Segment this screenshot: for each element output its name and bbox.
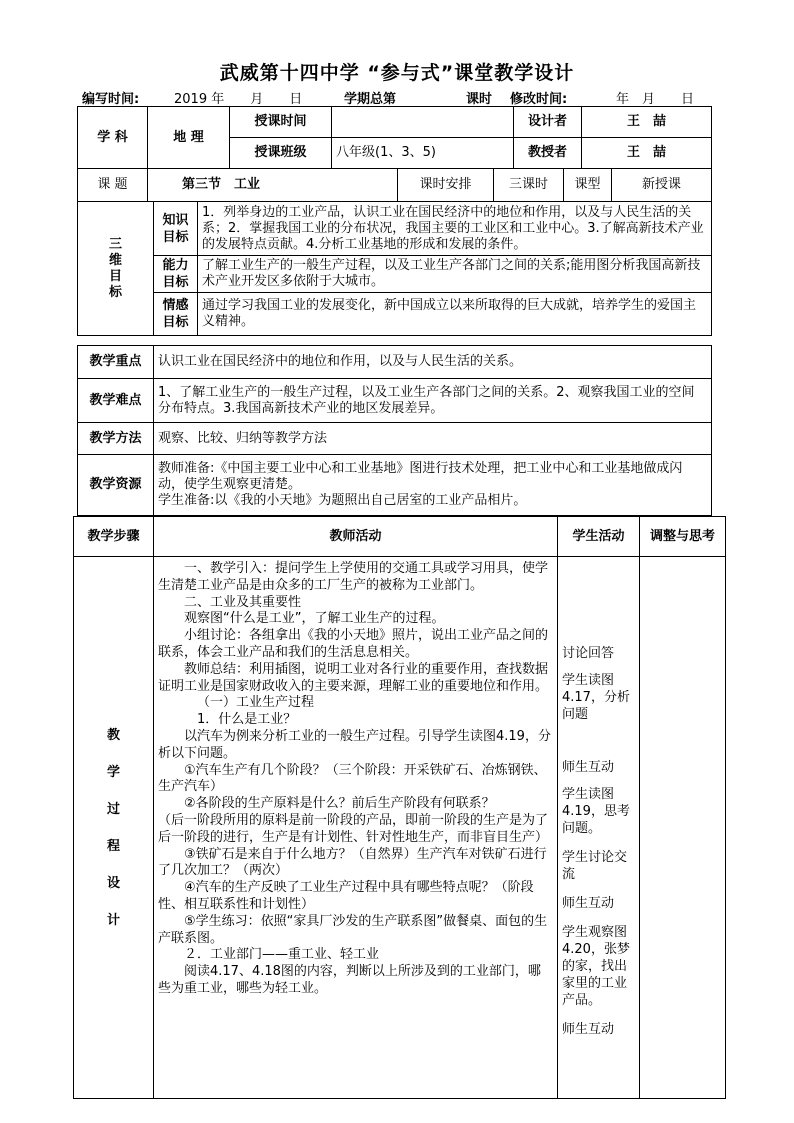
teacher-paragraph: 二、工业及其重要性 — [184, 594, 302, 610]
topic-table — [77, 168, 712, 202]
designer-value: 王 喆 — [582, 107, 712, 138]
student-item: 学生观察图 4.20，张梦的家，找出家里的工业产品。 — [562, 925, 630, 1008]
methods-text: 观察、比较、归纳等教学方法 — [154, 423, 712, 455]
steps-header: 教学步骤 — [74, 517, 154, 557]
student-item: 师生互动 — [562, 1022, 615, 1037]
teacher-paragraph: 一、教学引入：提问学生上学使用的交通工具或学习用具，使学生清楚工业产品是由众多的工厂生产的被称为工业部门。 — [158, 561, 549, 593]
resources-label: 教学资源 — [78, 455, 154, 516]
semester-label: 学期总第 — [344, 92, 397, 107]
reflect-header: 调整与思考 — [640, 517, 726, 557]
info-table — [77, 106, 712, 169]
write-time-value: 2019 年 月 日 — [174, 92, 303, 107]
page-title: 武威第十四中学 “参与式”课堂教学设计 — [219, 62, 575, 84]
write-time-label: 编写时间: — [82, 92, 140, 107]
teacher-paragraph: 1．什么是工业？ — [197, 712, 297, 728]
teacher-paragraph: 阅读4.17、4.18图的内容，判断以上所涉及到的工业部门，哪些为重工业，哪些为轻工业。 — [158, 964, 541, 996]
objectives-table — [77, 201, 712, 336]
modify-time-value: 年 月 日 — [616, 92, 695, 107]
emotion-text: 通过学习我国工业的发展变化，新中国成立以来所取得的巨大成就，培养学生的爱国主义精神。 — [198, 293, 712, 336]
teacher-paragraph: ④汽车的生产反映了工业生产过程中具有哪些特点呢？（阶段性、相互联系性和计划性） — [158, 880, 534, 912]
key-points-label: 教学重点 — [78, 346, 154, 379]
subject-value: 地 理 — [148, 107, 230, 169]
student-activity — [558, 557, 640, 1099]
teacher-paragraph: ②各阶段的生产原料是什么？前后生产阶段有何联系？ — [184, 796, 495, 812]
time-value — [332, 107, 514, 138]
emotion-label: 情感 目标 — [154, 293, 198, 336]
teacher-paragraph: ①汽车生产有几个阶段？（三个阶段：开采铁矿石、冶炼钢铁、生产汽车） — [158, 762, 547, 795]
difficulties-label: 教学难点 — [78, 379, 154, 423]
steps-table — [73, 516, 726, 1099]
teacher-paragraph: ⑤学生练习：依照“家具厂沙发的生产联系图”做餐桌、面包的生产联系图。 — [158, 913, 548, 946]
schedule-value: 三课时 — [494, 169, 564, 202]
instructor-label: 教授者 — [514, 138, 582, 169]
student-item: 学生读图4.17，分析问题 — [562, 673, 630, 722]
teacher-paragraph: 小组讨论：各组拿出《我的小天地》照片，说出工业产品之间的联系，体会工业产品和我们的生活息息相关。 — [158, 628, 549, 660]
header-line — [82, 86, 706, 107]
period-label: 课时 — [466, 92, 493, 107]
student-activity-header: 学生活动 — [558, 517, 640, 557]
resources-student: 学生准备:以《我的小天地》为题照出自己居室的工业产品相片。 — [158, 493, 527, 508]
class-label: 授课班级 — [230, 138, 332, 169]
difficulties-text: 1、了解工业生产的一般生产过程，以及工业生产各部门之间的关系。2、观察我国工业的空间分布特点。3.我国高新技术产业的地区发展差异。 — [154, 379, 712, 423]
key-points-text: 认识工业在国民经济中的地位和作用，以及与人民生活的关系。 — [154, 346, 712, 379]
topic-value: 第三节 工业 — [148, 169, 398, 202]
type-value: 新授课 — [612, 169, 712, 202]
reflect-cell — [640, 557, 726, 1099]
knowledge-label: 知识 目标 — [154, 202, 198, 256]
teacher-paragraph: ③铁矿石是来自于什么地方？（自然界）生产汽车对铁矿石进行了几次加工？（两次） — [158, 846, 547, 879]
teacher-activity — [154, 557, 558, 1099]
student-item: 学生讨论交流 — [562, 850, 628, 882]
teacher-paragraph: 以汽车为例来分析工业的一般生产过程。引导学生读图4.19，分析以下问题。 — [158, 728, 551, 761]
teacher-activity-header: 教师活动 — [154, 517, 558, 557]
modify-time-label: 修改时间: — [510, 92, 568, 107]
resources-teacher: 教师准备:《中国主要工业中心和工业基地》图进行技术处理，把工业中心和工业基地做成闪动，使学生观察更清楚。 — [158, 461, 683, 492]
student-item: 学生读图4.19，思考问题。 — [562, 787, 630, 836]
student-item: 师生互动 — [562, 760, 615, 775]
knowledge-text: 1．列举身边的工业产品，认识工业在国民经济中的地位和作用，以及与人民生活的关系；2．掌握我国工业的分布状况，我国主要的工业区和工业中心。3.了解高新技术产业的发展特点贡献。4.分析工业基地的形成和发展的条件。 — [198, 202, 712, 256]
ability-text: 了解工业生产的一般生产过程，以及工业生产各部门之间的关系;能用图分析我国高新技术产业开发区多依附于大城市。 — [198, 256, 712, 293]
designer-label: 设计者 — [514, 107, 582, 138]
schedule-label: 课时安排 — [398, 169, 494, 202]
time-label: 授课时间 — [230, 107, 332, 138]
type-label: 课型 — [564, 169, 612, 202]
instructor-value: 王 喆 — [582, 138, 712, 169]
process-label: 教 学 过 程 设 计 — [74, 557, 154, 1099]
student-item: 讨论回答 — [562, 646, 615, 661]
teacher-paragraph: （一）工业生产过程 — [197, 695, 315, 711]
teaching-info-table — [77, 345, 712, 516]
teacher-paragraph: （后一阶段所用的原料是前一阶段的产品，即前一阶段的生产是为了后一阶段的进行，生产是有计划性、针对性地生产，而非盲目生产） — [158, 812, 549, 845]
teacher-paragraph: 观察图“什么是工业”，了解工业生产的过程。 — [184, 611, 445, 627]
subject-label: 学 科 — [78, 107, 148, 169]
teacher-paragraph: 教师总结：利用插图，说明工业对各行业的重要作用，查找数据证明工业是国家财政收入的主要来源，理解工业的重要地位和作用。 — [158, 661, 549, 694]
ability-label: 能力 目标 — [154, 256, 198, 293]
resources-text — [154, 455, 712, 516]
topic-label: 课 题 — [78, 169, 148, 202]
class-value: 八年级(1、3、5) — [332, 138, 514, 169]
objectives-group-label: 三 维 目 标 — [78, 202, 154, 336]
student-item: 师生互动 — [562, 896, 615, 911]
teacher-paragraph: ２．工业部门——重工业、轻工业 — [184, 947, 380, 963]
methods-label: 教学方法 — [78, 423, 154, 455]
